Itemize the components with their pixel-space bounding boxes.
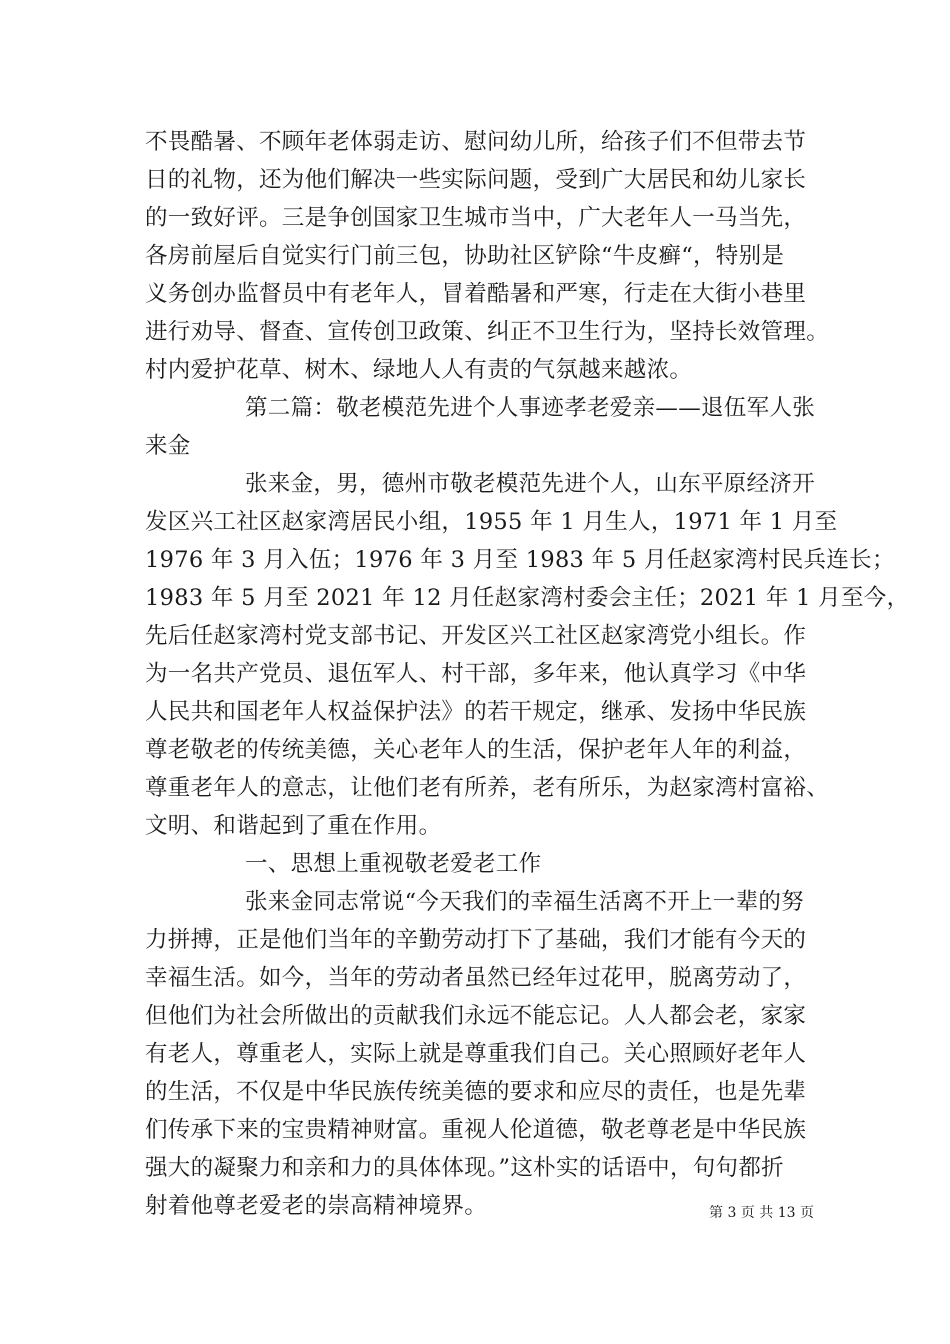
text-line: 日的礼物，还为他们解决一些实际问题，受到广大居民和幼儿家长 <box>145 167 807 193</box>
text-line: 先后任赵家湾村党支部书记、开发区兴工社区赵家湾党小组长。作 <box>145 623 807 649</box>
text-line: 力拼搏，正是他们当年的辛勤劳动打下了基础，我们才能有今天的 <box>145 927 807 953</box>
text-line: 射着他尊老爱老的崇高精神境界。 <box>145 1193 488 1219</box>
text-line: 强大的凝聚力和亲和力的具体体现。”这朴实的话语中，句句都折 <box>145 1155 784 1181</box>
text-line: 张来金，男，德州市敬老模范先进个人，山东平原经济开 <box>245 471 816 497</box>
text-line: 不畏酷暑、不顾年老体弱走访、慰问幼儿所，给孩子们不但带去节 <box>145 129 807 155</box>
section-heading: 第二篇：敬老模范先进个人事迹孝老爱亲——退伍军人张 <box>245 395 816 421</box>
text-line: 为一名共产党员、退伍军人、村干部，多年来，他认真学习《中华 <box>145 661 807 687</box>
text-line: 各房前屋后自觉实行门前三包，协助社区铲除“牛皮癣“，特别是 <box>145 243 785 269</box>
text-line: 1983 年 5 月至 2021 年 12 月任赵家湾村委会主任；2021 年 1 月至今， <box>145 585 910 611</box>
text-line: 义务创办监督员中有老年人，冒着酷暑和严寒，行走在大街小巷里 <box>145 281 807 307</box>
text-line: 尊老敬老的传统美德，关心老年人的生活，保护老年人年的利益， <box>145 737 807 763</box>
text-line: 发区兴工社区赵家湾居民小组，1955 年 1 月生人，1971 年 1 月至 <box>145 509 838 535</box>
text-line: 们传承下来的宝贵精神财富。重视人伦道德，敬老尊老是中华民族 <box>145 1117 807 1143</box>
subsection-heading: 一、思想上重视敬老爱老工作 <box>245 851 542 877</box>
section-heading-continued: 来金 <box>145 433 191 459</box>
text-line: 的生活，不仅是中华民族传统美德的要求和应尽的责任，也是先辈 <box>145 1079 807 1105</box>
text-line: 1976 年 3 月入伍；1976 年 3 月至 1983 年 5 月任赵家湾村民兵连长； <box>145 547 895 573</box>
text-line: 文明、和谐起到了重在作用。 <box>145 813 442 839</box>
text-line: 进行劝导、督查、宣传创卫政策、纠正不卫生行为，坚持长效管理。 <box>145 319 830 345</box>
text-line: 村内爱护花草、树木、绿地人人有责的气氛越来越浓。 <box>145 357 693 383</box>
text-line: 尊重老年人的意志，让他们老有所养，老有所乐，为赵家湾村富裕、 <box>145 775 830 801</box>
page-number-footer: 第 3 页 共 13 页 <box>709 1205 814 1221</box>
text-line: 有老人，尊重老人，实际上就是尊重我们自己。关心照顾好老年人 <box>145 1041 807 1067</box>
text-line: 但他们为社会所做出的贡献我们永远不能忘记。人人都会老，家家 <box>145 1003 807 1029</box>
text-line: 的一致好评。三是争创国家卫生城市当中，广大老年人一马当先， <box>145 205 807 231</box>
text-line: 幸福生活。如今，当年的劳动者虽然已经年过花甲，脱离劳动了， <box>145 965 807 991</box>
text-line: 张来金同志常说“今天我们的幸福生活离不开上一辈的努 <box>245 889 805 915</box>
text-line: 人民共和国老年人权益保护法》的若干规定，继承、发扬中华民族 <box>145 699 807 725</box>
